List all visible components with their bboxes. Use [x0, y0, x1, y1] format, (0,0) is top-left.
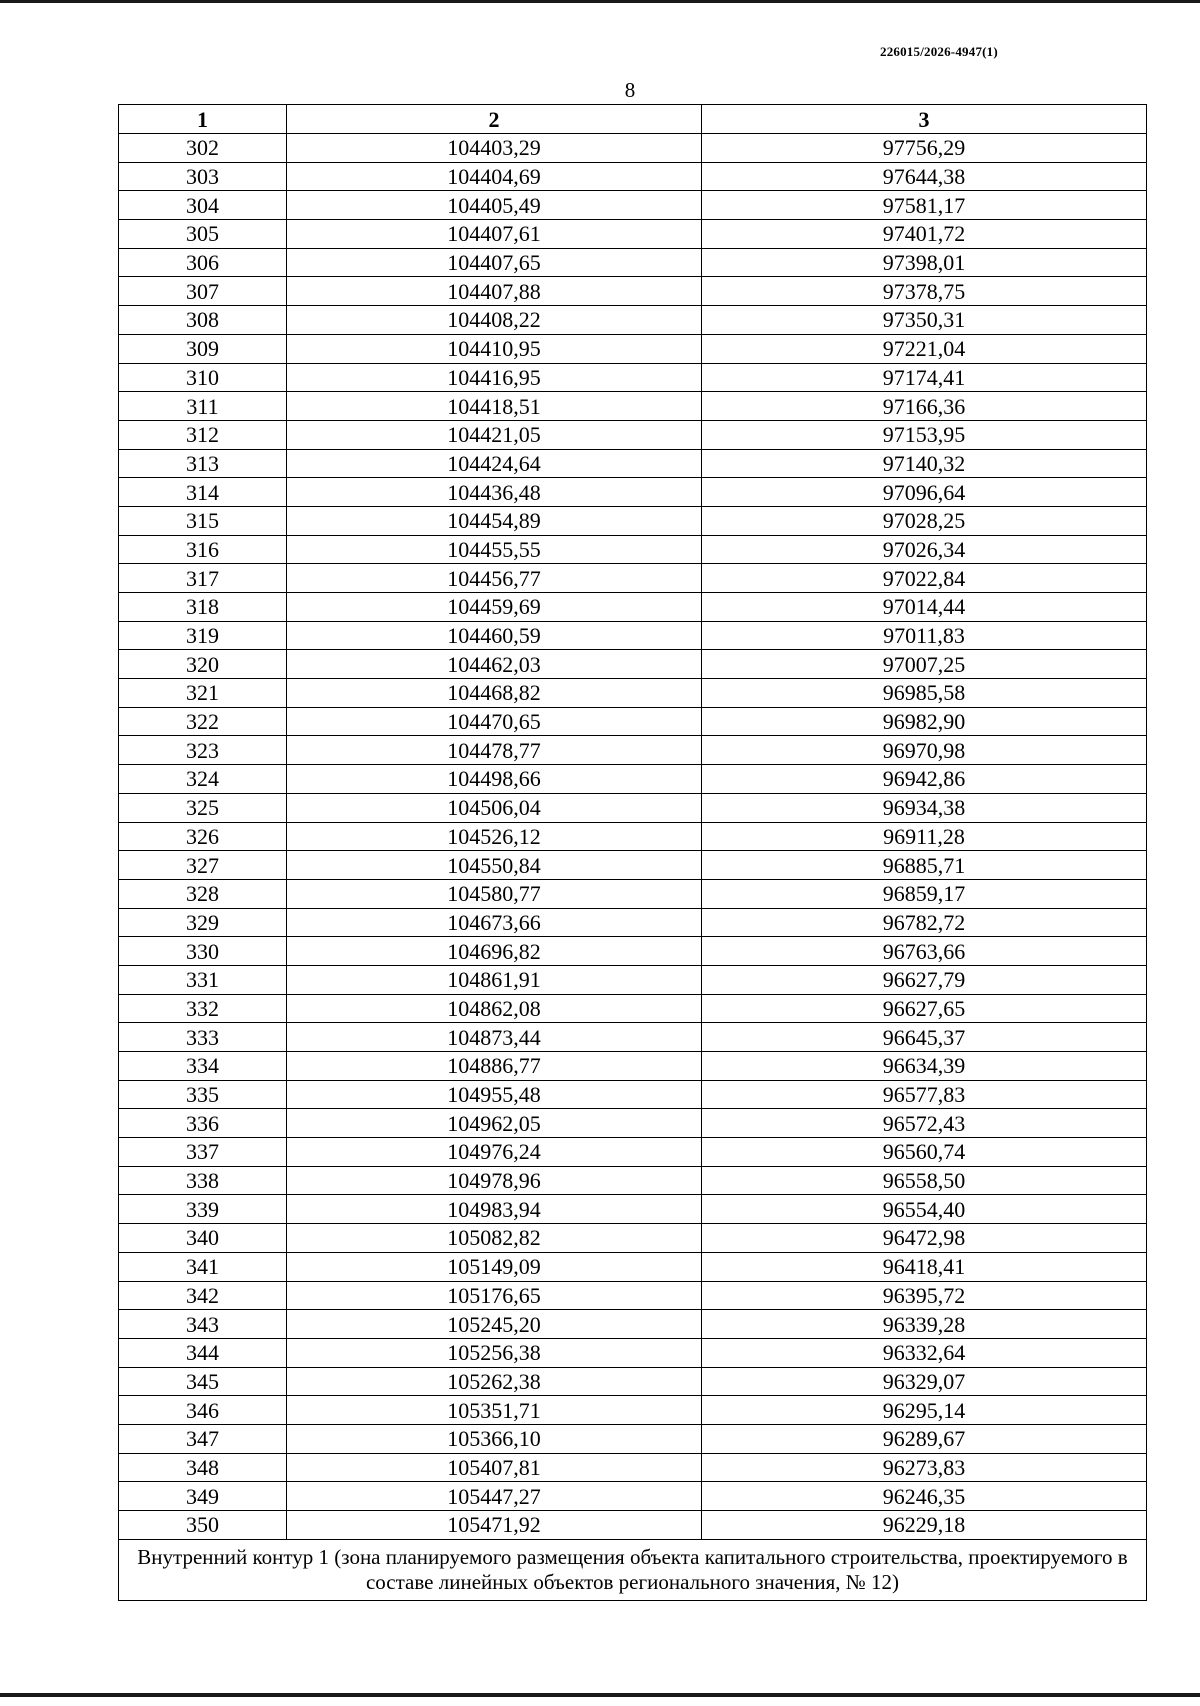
- table-row: [119, 1281, 1147, 1310]
- y-coordinate-cell: 97011,83: [702, 621, 1147, 650]
- table-row: [119, 1396, 1147, 1425]
- y-coordinate-cell: 96645,37: [702, 1023, 1147, 1052]
- table-row: [119, 1453, 1147, 1482]
- page-number: 8: [624, 78, 636, 102]
- table-row: [119, 1511, 1147, 1540]
- point-number-cell: 310: [119, 363, 287, 392]
- point-number-cell: 304: [119, 191, 287, 220]
- point-number-cell: 302: [119, 134, 287, 163]
- table-row: [119, 765, 1147, 794]
- point-number-cell: 350: [119, 1511, 287, 1540]
- x-coordinate-cell: 104408,22: [287, 306, 702, 335]
- table-row: [119, 707, 1147, 736]
- table-row: [119, 1023, 1147, 1052]
- x-coordinate-cell: 105176,65: [287, 1281, 702, 1310]
- x-coordinate-cell: 104696,82: [287, 937, 702, 966]
- contour-note: Внутренний контур 1 (зона планируемого размещения объекта капитального строительства, проектируемого в составе линейных объектов регионального значения, № 12): [119, 1539, 1147, 1600]
- point-number-cell: 307: [119, 277, 287, 306]
- y-coordinate-cell: 97401,72: [702, 220, 1147, 249]
- table-row: [119, 679, 1147, 708]
- table-row: [119, 564, 1147, 593]
- table-row: [119, 879, 1147, 908]
- table-row: [119, 535, 1147, 564]
- y-coordinate-cell: 96970,98: [702, 736, 1147, 765]
- y-coordinate-cell: 96985,58: [702, 679, 1147, 708]
- y-coordinate-cell: 97096,64: [702, 478, 1147, 507]
- y-coordinate-cell: 97140,32: [702, 449, 1147, 478]
- table-row: [119, 1252, 1147, 1281]
- x-coordinate-cell: 104468,82: [287, 679, 702, 708]
- table-row: [119, 134, 1147, 163]
- point-number-cell: 320: [119, 650, 287, 679]
- y-coordinate-cell: 96246,35: [702, 1482, 1147, 1511]
- header-cell-point: 1: [119, 105, 287, 134]
- document-id: 226015/2026-4947(1): [880, 44, 998, 59]
- table-row: [119, 822, 1147, 851]
- point-number-cell: 319: [119, 621, 287, 650]
- y-coordinate-cell: 97028,25: [702, 506, 1147, 535]
- point-number-cell: 309: [119, 334, 287, 363]
- point-number-cell: 312: [119, 420, 287, 449]
- table-row: [119, 1424, 1147, 1453]
- table-row: [119, 908, 1147, 937]
- y-coordinate-cell: 96577,83: [702, 1080, 1147, 1109]
- table-row: [119, 650, 1147, 679]
- point-number-cell: 306: [119, 248, 287, 277]
- table-row: [119, 1080, 1147, 1109]
- table-row: [119, 162, 1147, 191]
- x-coordinate-cell: 104955,48: [287, 1080, 702, 1109]
- x-coordinate-cell: 104436,48: [287, 478, 702, 507]
- point-number-cell: 340: [119, 1224, 287, 1253]
- y-coordinate-cell: 97007,25: [702, 650, 1147, 679]
- table-row: [119, 1482, 1147, 1511]
- x-coordinate-cell: 104526,12: [287, 822, 702, 851]
- table-row: [119, 994, 1147, 1023]
- x-coordinate-cell: 105082,82: [287, 1224, 702, 1253]
- x-coordinate-cell: 104407,65: [287, 248, 702, 277]
- y-coordinate-cell: 97174,41: [702, 363, 1147, 392]
- point-number-cell: 331: [119, 965, 287, 994]
- table-row: [119, 793, 1147, 822]
- table-row: [119, 248, 1147, 277]
- point-number-cell: 328: [119, 879, 287, 908]
- table-row: [119, 392, 1147, 421]
- table-row: [119, 1109, 1147, 1138]
- x-coordinate-cell: 104580,77: [287, 879, 702, 908]
- x-coordinate-cell: 104455,55: [287, 535, 702, 564]
- y-coordinate-cell: 96885,71: [702, 851, 1147, 880]
- table-row: [119, 1195, 1147, 1224]
- y-coordinate-cell: 96859,17: [702, 879, 1147, 908]
- table-row: [119, 851, 1147, 880]
- x-coordinate-cell: 104976,24: [287, 1138, 702, 1167]
- point-number-cell: 315: [119, 506, 287, 535]
- y-coordinate-cell: 96472,98: [702, 1224, 1147, 1253]
- y-coordinate-cell: 96560,74: [702, 1138, 1147, 1167]
- point-number-cell: 343: [119, 1310, 287, 1339]
- y-coordinate-cell: 97398,01: [702, 248, 1147, 277]
- table-row: [119, 1338, 1147, 1367]
- x-coordinate-cell: 105262,38: [287, 1367, 702, 1396]
- point-number-cell: 324: [119, 765, 287, 794]
- point-number-cell: 314: [119, 478, 287, 507]
- point-number-cell: 346: [119, 1396, 287, 1425]
- point-number-cell: 318: [119, 593, 287, 622]
- point-number-cell: 333: [119, 1023, 287, 1052]
- point-number-cell: 349: [119, 1482, 287, 1511]
- table-row: [119, 363, 1147, 392]
- table-row: [119, 306, 1147, 335]
- y-coordinate-cell: 96332,64: [702, 1338, 1147, 1367]
- point-number-cell: 348: [119, 1453, 287, 1482]
- y-coordinate-cell: 96339,28: [702, 1310, 1147, 1339]
- point-number-cell: 332: [119, 994, 287, 1023]
- y-coordinate-cell: 96395,72: [702, 1281, 1147, 1310]
- point-number-cell: 308: [119, 306, 287, 335]
- point-number-cell: 303: [119, 162, 287, 191]
- point-number-cell: 316: [119, 535, 287, 564]
- table-row: [119, 1224, 1147, 1253]
- table-row: [119, 1052, 1147, 1081]
- x-coordinate-cell: 104978,96: [287, 1166, 702, 1195]
- y-coordinate-cell: 97014,44: [702, 593, 1147, 622]
- table-row: [119, 191, 1147, 220]
- x-coordinate-cell: 104424,64: [287, 449, 702, 478]
- point-number-cell: 321: [119, 679, 287, 708]
- point-number-cell: 326: [119, 822, 287, 851]
- point-number-cell: 335: [119, 1080, 287, 1109]
- y-coordinate-cell: 96229,18: [702, 1511, 1147, 1540]
- x-coordinate-cell: 104962,05: [287, 1109, 702, 1138]
- x-coordinate-cell: 104861,91: [287, 965, 702, 994]
- table-row: [119, 334, 1147, 363]
- x-coordinate-cell: 105351,71: [287, 1396, 702, 1425]
- y-coordinate-cell: 97026,34: [702, 535, 1147, 564]
- x-coordinate-cell: 104403,29: [287, 134, 702, 163]
- y-coordinate-cell: 96572,43: [702, 1109, 1147, 1138]
- y-coordinate-cell: 96627,79: [702, 965, 1147, 994]
- table-row: [119, 621, 1147, 650]
- point-number-cell: 341: [119, 1252, 287, 1281]
- x-coordinate-cell: 104873,44: [287, 1023, 702, 1052]
- point-number-cell: 347: [119, 1424, 287, 1453]
- x-coordinate-cell: 104454,89: [287, 506, 702, 535]
- y-coordinate-cell: 97022,84: [702, 564, 1147, 593]
- x-coordinate-cell: 104673,66: [287, 908, 702, 937]
- table-row: [119, 965, 1147, 994]
- point-number-cell: 336: [119, 1109, 287, 1138]
- point-number-cell: 305: [119, 220, 287, 249]
- x-coordinate-cell: 105447,27: [287, 1482, 702, 1511]
- y-coordinate-cell: 96273,83: [702, 1453, 1147, 1482]
- point-number-cell: 311: [119, 392, 287, 421]
- y-coordinate-cell: 96295,14: [702, 1396, 1147, 1425]
- y-coordinate-cell: 96554,40: [702, 1195, 1147, 1224]
- x-coordinate-cell: 104459,69: [287, 593, 702, 622]
- table-row: [119, 220, 1147, 249]
- table-row: [119, 506, 1147, 535]
- coordinates-table: [118, 104, 1147, 1601]
- point-number-cell: 330: [119, 937, 287, 966]
- x-coordinate-cell: 105149,09: [287, 1252, 702, 1281]
- x-coordinate-cell: 105245,20: [287, 1310, 702, 1339]
- point-number-cell: 325: [119, 793, 287, 822]
- x-coordinate-cell: 104410,95: [287, 334, 702, 363]
- point-number-cell: 329: [119, 908, 287, 937]
- header-cell-x: 2: [287, 105, 702, 134]
- table-body: [119, 134, 1147, 1540]
- point-number-cell: 327: [119, 851, 287, 880]
- table-header-row: [119, 105, 1147, 134]
- table-row: [119, 277, 1147, 306]
- x-coordinate-cell: 104498,66: [287, 765, 702, 794]
- point-number-cell: 339: [119, 1195, 287, 1224]
- y-coordinate-cell: 96558,50: [702, 1166, 1147, 1195]
- x-coordinate-cell: 104886,77: [287, 1052, 702, 1081]
- point-number-cell: 334: [119, 1052, 287, 1081]
- scan-edge-top: [0, 0, 1200, 3]
- y-coordinate-cell: 96634,39: [702, 1052, 1147, 1081]
- x-coordinate-cell: 104862,08: [287, 994, 702, 1023]
- point-number-cell: 342: [119, 1281, 287, 1310]
- y-coordinate-cell: 97166,36: [702, 392, 1147, 421]
- y-coordinate-cell: 96782,72: [702, 908, 1147, 937]
- point-number-cell: 323: [119, 736, 287, 765]
- table-row: [119, 593, 1147, 622]
- x-coordinate-cell: 104421,05: [287, 420, 702, 449]
- x-coordinate-cell: 104506,04: [287, 793, 702, 822]
- point-number-cell: 317: [119, 564, 287, 593]
- table-row: [119, 1367, 1147, 1396]
- table-row: [119, 1310, 1147, 1339]
- table-footer-row: [119, 1539, 1147, 1600]
- y-coordinate-cell: 97581,17: [702, 191, 1147, 220]
- y-coordinate-cell: 97350,31: [702, 306, 1147, 335]
- scan-edge-bottom: [0, 1693, 1200, 1697]
- y-coordinate-cell: 96934,38: [702, 793, 1147, 822]
- x-coordinate-cell: 104983,94: [287, 1195, 702, 1224]
- y-coordinate-cell: 97221,04: [702, 334, 1147, 363]
- header-cell-y: 3: [702, 105, 1147, 134]
- y-coordinate-cell: 96329,07: [702, 1367, 1147, 1396]
- x-coordinate-cell: 104478,77: [287, 736, 702, 765]
- x-coordinate-cell: 104407,61: [287, 220, 702, 249]
- x-coordinate-cell: 104407,88: [287, 277, 702, 306]
- x-coordinate-cell: 105256,38: [287, 1338, 702, 1367]
- x-coordinate-cell: 104460,59: [287, 621, 702, 650]
- point-number-cell: 313: [119, 449, 287, 478]
- y-coordinate-cell: 96418,41: [702, 1252, 1147, 1281]
- table-row: [119, 478, 1147, 507]
- y-coordinate-cell: 96942,86: [702, 765, 1147, 794]
- y-coordinate-cell: 97378,75: [702, 277, 1147, 306]
- y-coordinate-cell: 97644,38: [702, 162, 1147, 191]
- x-coordinate-cell: 104418,51: [287, 392, 702, 421]
- table-row: [119, 1138, 1147, 1167]
- table-row: [119, 420, 1147, 449]
- y-coordinate-cell: 96289,67: [702, 1424, 1147, 1453]
- x-coordinate-cell: 104550,84: [287, 851, 702, 880]
- x-coordinate-cell: 104456,77: [287, 564, 702, 593]
- point-number-cell: 344: [119, 1338, 287, 1367]
- x-coordinate-cell: 104405,49: [287, 191, 702, 220]
- point-number-cell: 337: [119, 1138, 287, 1167]
- point-number-cell: 338: [119, 1166, 287, 1195]
- point-number-cell: 345: [119, 1367, 287, 1396]
- y-coordinate-cell: 97153,95: [702, 420, 1147, 449]
- point-number-cell: 322: [119, 707, 287, 736]
- x-coordinate-cell: 104470,65: [287, 707, 702, 736]
- y-coordinate-cell: 96627,65: [702, 994, 1147, 1023]
- y-coordinate-cell: 96911,28: [702, 822, 1147, 851]
- table-row: [119, 1166, 1147, 1195]
- x-coordinate-cell: 104416,95: [287, 363, 702, 392]
- x-coordinate-cell: 105366,10: [287, 1424, 702, 1453]
- table-row: [119, 449, 1147, 478]
- y-coordinate-cell: 96982,90: [702, 707, 1147, 736]
- y-coordinate-cell: 97756,29: [702, 134, 1147, 163]
- table-row: [119, 937, 1147, 966]
- x-coordinate-cell: 105471,92: [287, 1511, 702, 1540]
- y-coordinate-cell: 96763,66: [702, 937, 1147, 966]
- x-coordinate-cell: 105407,81: [287, 1453, 702, 1482]
- x-coordinate-cell: 104462,03: [287, 650, 702, 679]
- x-coordinate-cell: 104404,69: [287, 162, 702, 191]
- table-row: [119, 736, 1147, 765]
